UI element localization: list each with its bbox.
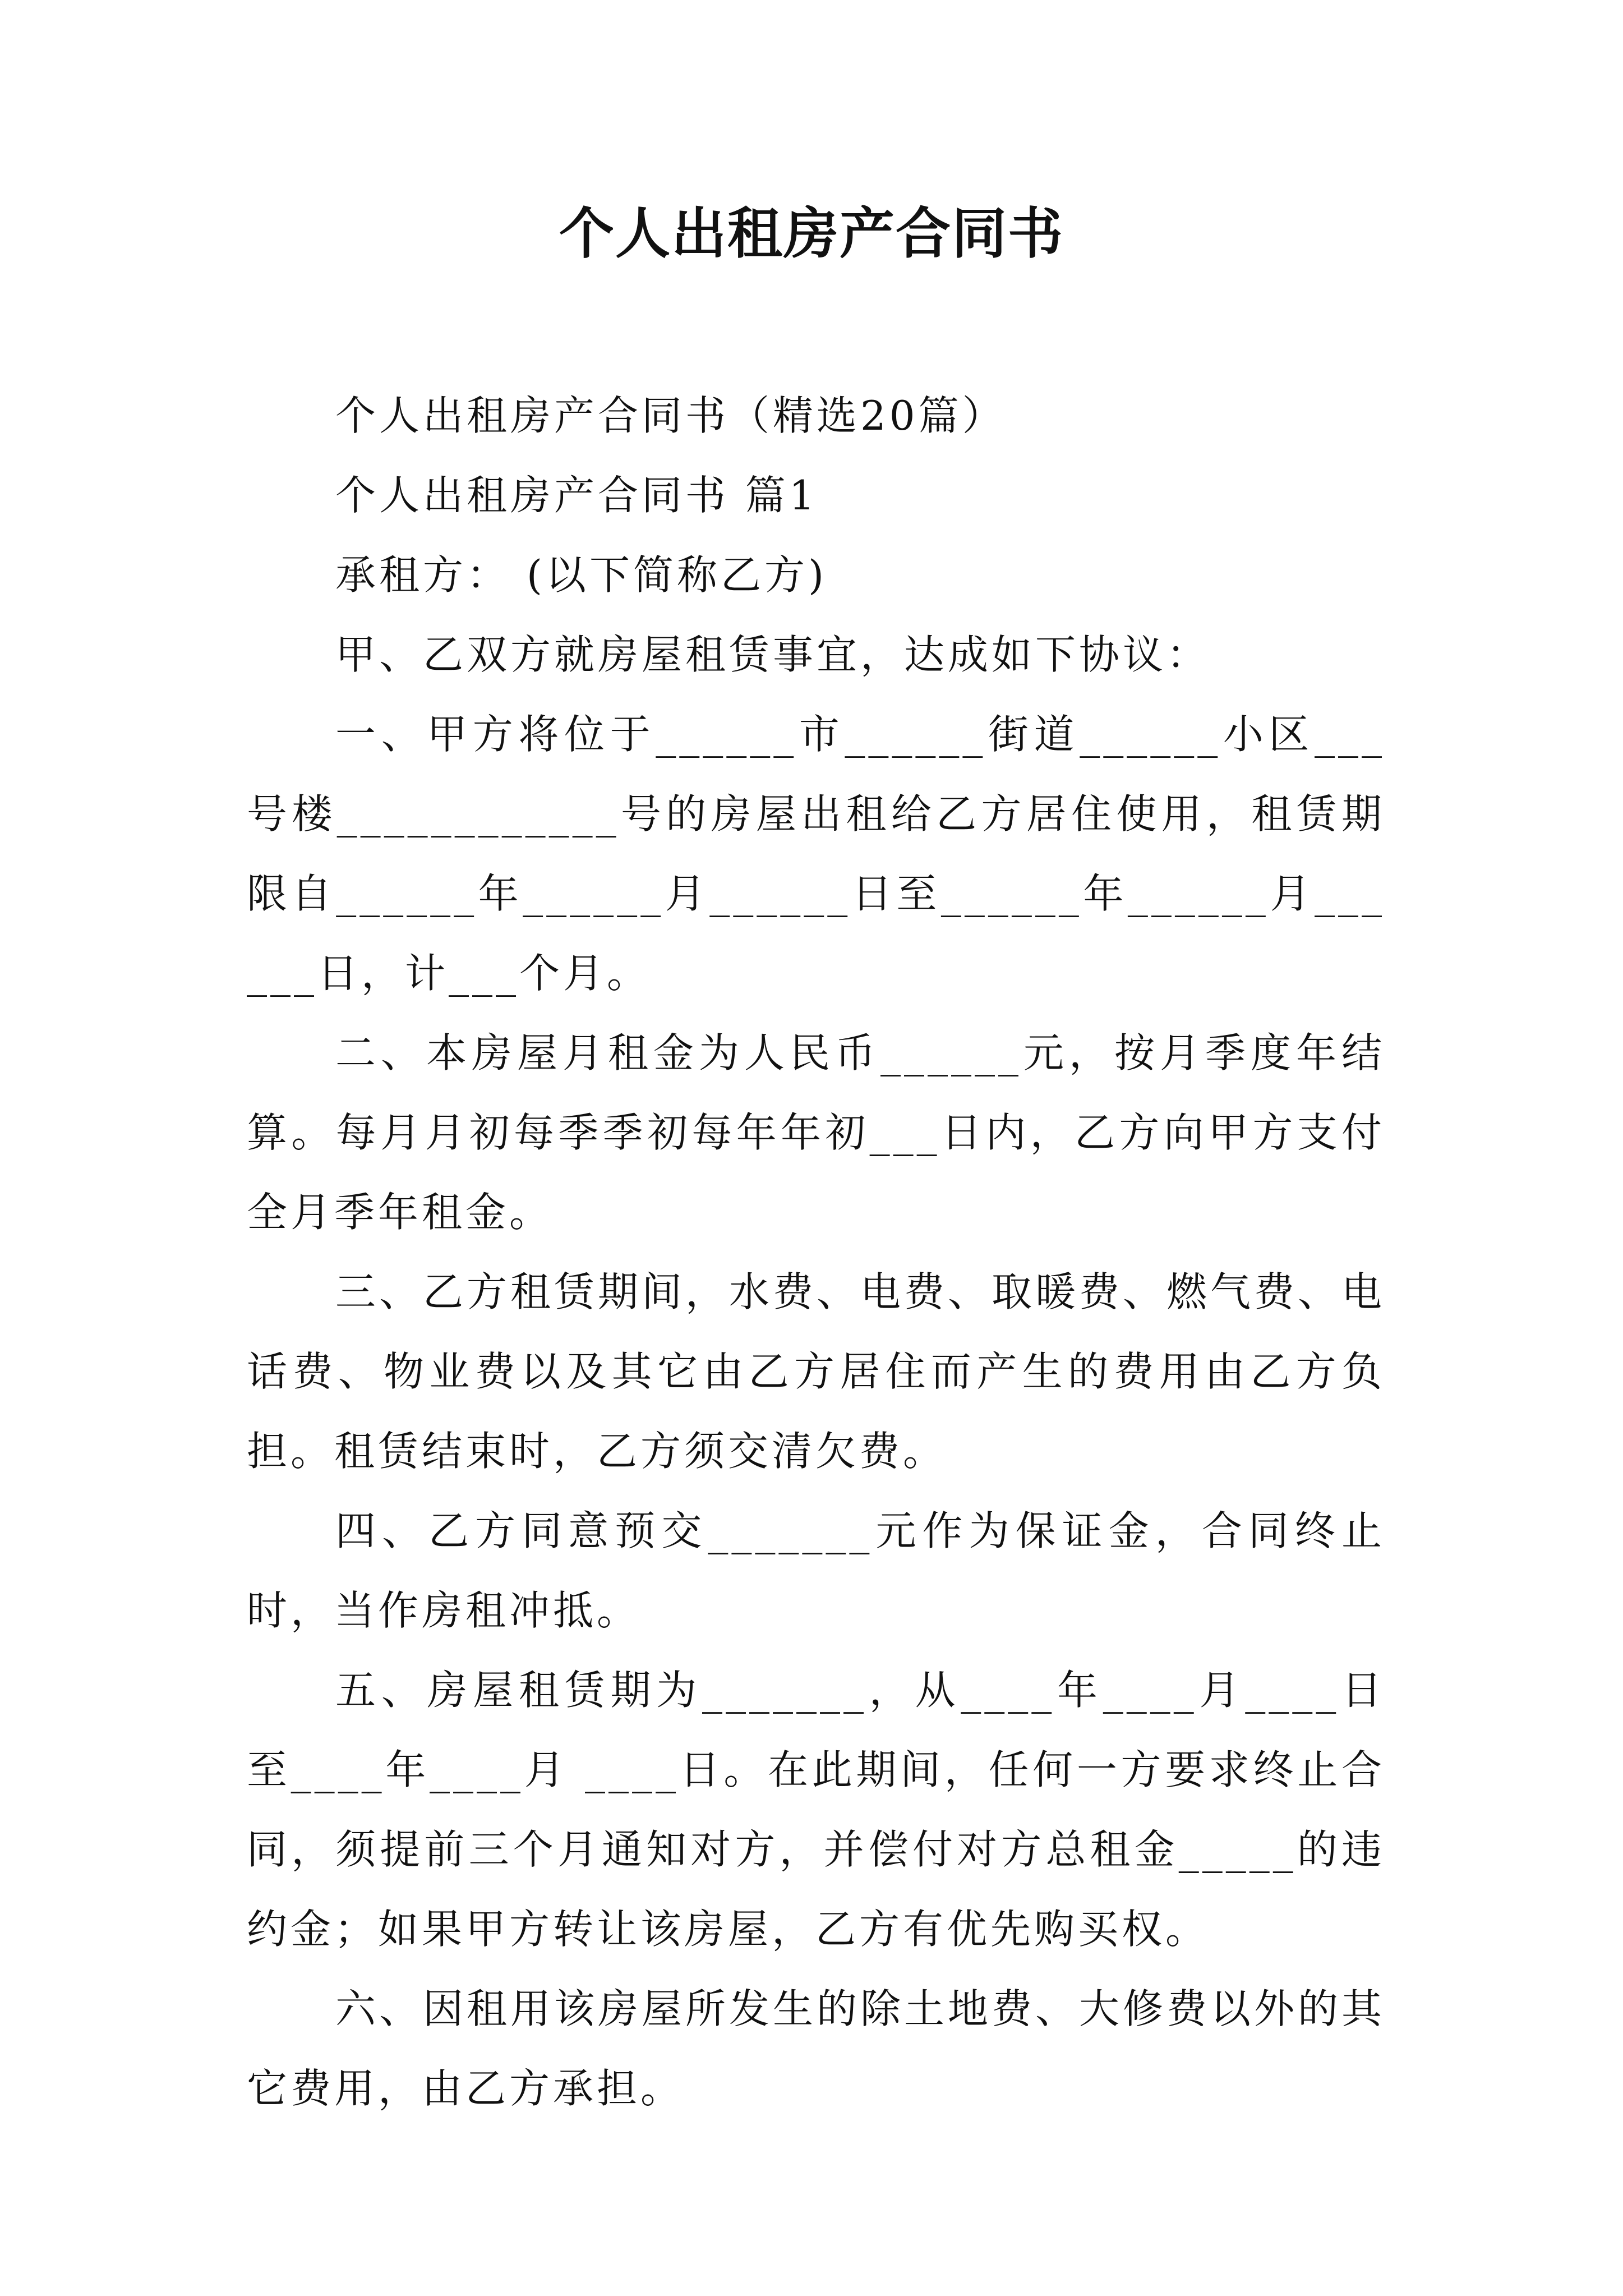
clause-6: 六、因租用该房屋所发生的除土地费、大修费以外的其它费用，由乙方承担。: [247, 1985, 1386, 2112]
section-heading: 个人出租房产合同书 篇1: [335, 472, 818, 519]
clause-2: 二、本房屋月租金为人民币______元，按月季度年结算。每月月初每季季初每年年初___日内，乙方向甲方支付全月季年租金。: [247, 1029, 1385, 1236]
clause-3: 三、乙方租赁期间，水费、电费、取暖费、燃气费、电话费、物业费以及其它由乙方居住而产生的费用由乙方负担。租赁结束时，乙方须交清欠费。: [247, 1268, 1386, 1475]
clause-1: 一、甲方将位于______市______街道______小区___号楼____________号的房屋出租给乙方居住使用，租赁期限自______年______月______日至______年______月______日，计___个月。: [247, 711, 1385, 997]
tenant-line: 承租方： (以下简称乙方): [335, 551, 828, 599]
agreement-intro: 甲、乙双方就房屋租赁事宜，达成如下协议：: [335, 631, 1211, 678]
subtitle-paragraph: 个人出租房产合同书（精选20篇）: [335, 392, 1006, 439]
clause-4: 四、乙方同意预交_______元作为保证金，合同终止时，当作房租冲抵。: [247, 1507, 1385, 1634]
document-body: [247, 376, 1385, 2128]
document-title: 个人出租房产合同书: [559, 201, 1064, 266]
clause-5: 五、房屋租赁期为_______，从____年____月____日至____年____月 ____日。在此期间，任何一方要求终止合同，须提前三个月通知对方，并偿付对方总租金_____的违约金；如果甲方转让该房屋，乙方有优先购买权。: [247, 1667, 1385, 1953]
